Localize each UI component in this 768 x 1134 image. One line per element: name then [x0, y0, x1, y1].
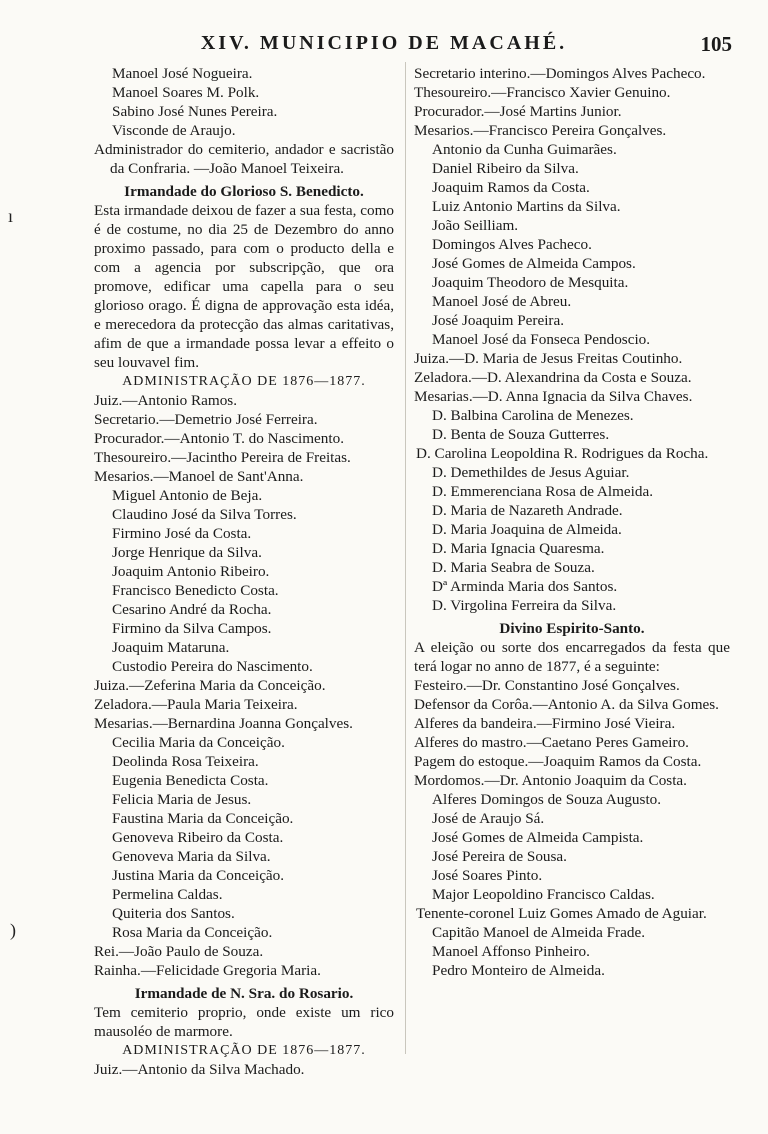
- text-line: Secretario.—Demetrio José Ferreira.: [94, 411, 318, 428]
- running-header: [0, 32, 768, 60]
- text-line: Luiz Antonio Martins da Silva.: [432, 198, 621, 215]
- text-line: Justina Maria da Conceição.: [112, 867, 285, 884]
- text-line: D. Emmerenciana Rosa de Almeida.: [432, 483, 653, 500]
- text-line: D. Maria Joaquina de Almeida.: [432, 521, 622, 538]
- text-line: Juiza.—D. Maria de Jesus Freitas Coutinho.: [414, 350, 683, 367]
- text-line: Juiz.—Antonio Ramos.: [94, 392, 238, 409]
- text-line: José Joaquim Pereira.: [432, 312, 565, 329]
- text-line: Rainha.—Felicidade Gregoria Maria.: [94, 962, 321, 979]
- text-line: Administrador do cemiterio, andador e sacristão da Confraria. —João Manoel Teixeira.: [94, 141, 394, 177]
- text-line: Claudino José da Silva Torres.: [112, 506, 297, 523]
- text-line: Mesarias.—Bernardina Joanna Gonçalves.: [94, 715, 353, 732]
- text-line: Festeiro.—Dr. Constantino José Gonçalves.: [414, 677, 680, 694]
- section-heading: Irmandade de N. Sra. do Rosario.: [134, 985, 354, 1002]
- text-line: D. Virgolina Ferreira da Silva.: [432, 597, 617, 614]
- text-line: Alferes Domingos de Souza Augusto.: [432, 791, 662, 808]
- text-line: Manoel José da Fonseca Pendoscio.: [432, 331, 651, 348]
- text-line: Procurador.—José Martins Junior.: [414, 103, 622, 120]
- text-line: Mesarios.—Francisco Pereira Gonçalves.: [414, 122, 667, 139]
- text-line: Manoel José de Abreu.: [432, 293, 572, 310]
- text-line: Sabino José Nunes Pereira.: [112, 103, 278, 120]
- right-column: [414, 64, 730, 980]
- text-line: Daniel Ribeiro da Silva.: [432, 160, 579, 177]
- text-line: Capitão Manoel de Almeida Frade.: [432, 924, 645, 941]
- left-column: [94, 64, 394, 1079]
- text-line: Alferes do mastro.—Caetano Peres Gameiro.: [414, 734, 689, 751]
- text-line: Manoel Soares M. Polk.: [112, 84, 260, 101]
- text-line: Procurador.—Antonio T. do Nascimento.: [94, 430, 344, 447]
- page-number: 105: [700, 32, 732, 56]
- text-line: D. Benta de Souza Gutterres.: [432, 426, 610, 443]
- text-line: José Pereira de Sousa.: [432, 848, 567, 865]
- text-line: D. Maria Seabra de Souza.: [432, 559, 595, 576]
- text-line: Joaquim Ramos da Costa.: [432, 179, 590, 196]
- text-line: Cesarino André da Rocha.: [112, 601, 272, 618]
- text-line: Genoveva Ribeiro da Costa.: [112, 829, 284, 846]
- text-line: Quiteria dos Santos.: [112, 905, 235, 922]
- text-line: José de Araujo Sá.: [432, 810, 545, 827]
- text-line: Francisco Benedicto Costa.: [112, 582, 279, 599]
- text-line: Thesoureiro.—Francisco Xavier Genuino.: [414, 84, 671, 101]
- text-line: Rei.—João Paulo de Souza.: [94, 943, 264, 960]
- column-divider: [405, 62, 406, 1054]
- text-line: Alferes da bandeira.—Firmino José Vieira.: [414, 715, 676, 732]
- margin-mark: ): [10, 920, 16, 940]
- text-line: Joaquim Mataruna.: [112, 639, 230, 656]
- section-heading: Divino Espirito-Santo.: [499, 620, 645, 637]
- paragraph: Tem cemiterio proprio, onde existe um rico mausoléo de marmore.: [94, 1004, 394, 1040]
- paragraph: A eleição ou sorte dos encarregados da festa que terá logar no anno de 1877, é a seguinte:: [414, 639, 730, 675]
- text-line: Pagem do estoque.—Joaquim Ramos da Costa.: [414, 753, 702, 770]
- text-line: José Gomes de Almeida Campos.: [432, 255, 636, 272]
- text-line: D. Balbina Carolina de Menezes.: [432, 407, 634, 424]
- margin-mark: ı: [8, 206, 14, 226]
- text-line: Genoveva Maria da Silva.: [112, 848, 271, 865]
- text-line: Custodio Pereira do Nascimento.: [112, 658, 313, 675]
- text-line: D. Maria Ignacia Quaresma.: [432, 540, 605, 557]
- text-line: Domingos Alves Pacheco.: [432, 236, 592, 253]
- text-line: Manoel José Nogueira.: [112, 65, 253, 82]
- text-line: Major Leopoldino Francisco Caldas.: [432, 886, 655, 903]
- text-line: Thesoureiro.—Jacintho Pereira de Freitas.: [94, 449, 351, 466]
- text-line: Zeladora.—D. Alexandrina da Costa e Souza.: [414, 369, 692, 386]
- text-line: Manoel Affonso Pinheiro.: [432, 943, 590, 960]
- text-line: Deolinda Rosa Teixeira.: [112, 753, 259, 770]
- text-line: Tenente-coronel Luiz Gomes Amado de Aguiar.: [416, 905, 707, 922]
- text-line: Mordomos.—Dr. Antonio Joaquim da Costa.: [414, 772, 687, 789]
- text-line: Pedro Monteiro de Almeida.: [432, 962, 605, 979]
- text-line: Secretario interino.—Domingos Alves Pacheco.: [414, 65, 706, 82]
- text-line: Permelina Caldas.: [112, 886, 223, 903]
- text-line: Defensor da Corôa.—Antonio A. da Silva Gomes.: [414, 696, 719, 713]
- subheading: ADMINISTRAÇÃO DE 1876—1877.: [122, 1043, 366, 1058]
- text-line: Eugenia Benedicta Costa.: [112, 772, 269, 789]
- text-line: D. Maria de Nazareth Andrade.: [432, 502, 623, 519]
- text-line: Cecilia Maria da Conceição.: [112, 734, 285, 751]
- text-line: Zeladora.—Paula Maria Teixeira.: [94, 696, 298, 713]
- paragraph: Esta irmandade deixou de fazer a sua festa, como é de costume, no dia 25 de Dezembro do anno proximo passado, para com o producto della e com a agencia por subscripção, que ora promove, edificar uma capella para o seu glorioso orago. É digna de approvação esta idéa, e merecedora da protecção das almas caritativas, afim de que a irmandade possa levar a effeito o seu louvavel fim.: [94, 202, 394, 371]
- text-line: Jorge Henrique da Silva.: [112, 544, 262, 561]
- text-line: Firmino da Silva Campos.: [112, 620, 272, 637]
- text-line: D. Carolina Leopoldina R. Rodrigues da Rocha.: [416, 445, 709, 462]
- text-line: Joaquim Antonio Ribeiro.: [112, 563, 270, 580]
- page-title: XIV. MUNICIPIO DE MACAHÉ.: [200, 32, 568, 54]
- text-line: Miguel Antonio de Beja.: [112, 487, 263, 504]
- text-line: Juiza.—Zeferina Maria da Conceição.: [94, 677, 326, 694]
- text-line: Rosa Maria da Conceição.: [112, 924, 273, 941]
- text-line: Felicia Maria de Jesus.: [112, 791, 252, 808]
- text-line: Firmino José da Costa.: [112, 525, 252, 542]
- text-line: Mesarias.—D. Anna Ignacia da Silva Chaves.: [414, 388, 693, 405]
- text-line: Visconde de Araujo.: [112, 122, 236, 139]
- text-line: João Seilliam.: [432, 217, 519, 234]
- text-line: Joaquim Theodoro de Mesquita.: [432, 274, 629, 291]
- text-line: D. Demethildes de Jesus Aguiar.: [432, 464, 630, 481]
- text-line: Antonio da Cunha Guimarães.: [432, 141, 617, 158]
- text-line: Dª Arminda Maria dos Santos.: [432, 578, 618, 595]
- text-line: Faustina Maria da Conceição.: [112, 810, 294, 827]
- text-line: Juiz.—Antonio da Silva Machado.: [94, 1061, 305, 1078]
- text-line: José Gomes de Almeida Campista.: [432, 829, 644, 846]
- text-line: Mesarios.—Manoel de Sant'Anna.: [94, 468, 304, 485]
- section-heading: Irmandade do Glorioso S. Benedicto.: [124, 183, 364, 200]
- text-line: José Soares Pinto.: [432, 867, 543, 884]
- subheading: ADMINISTRAÇÃO DE 1876—1877.: [122, 374, 366, 389]
